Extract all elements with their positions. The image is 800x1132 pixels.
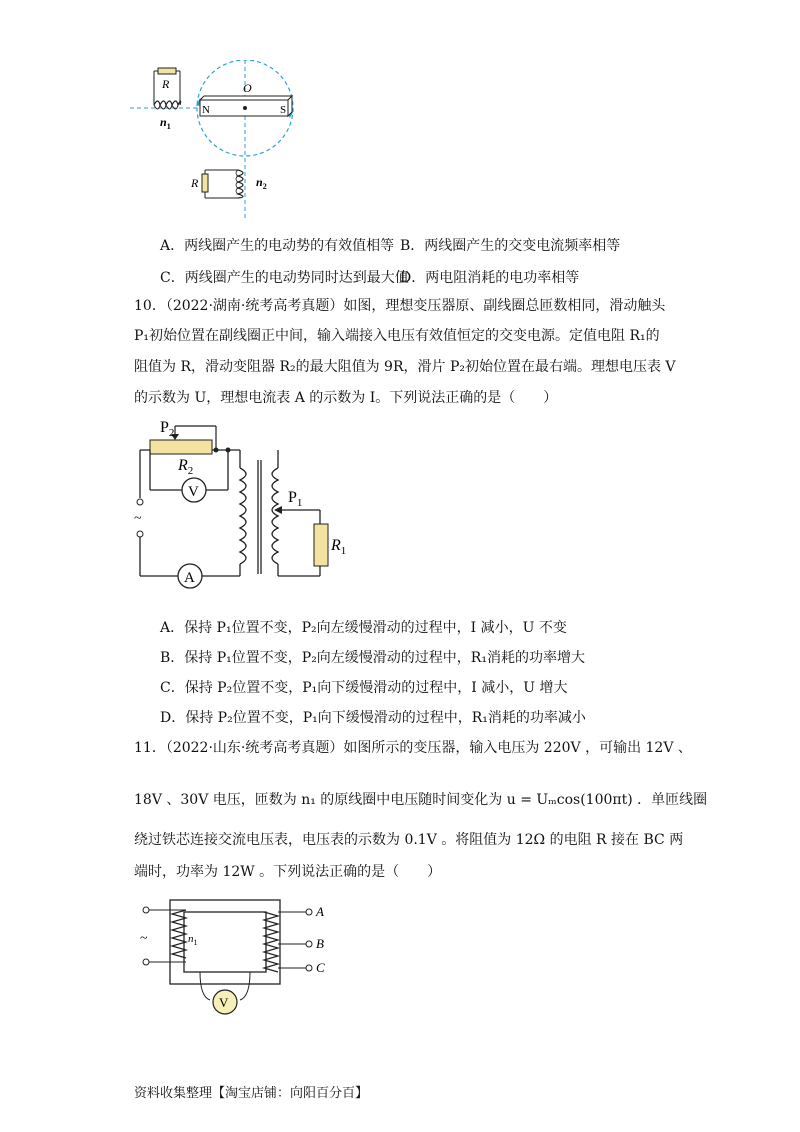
q10-stem-line1: 10．（2022·湖南·统考高考真题）如图，理想变压器原、副线圈总匝数相同，滑动触头 [134, 298, 666, 314]
q10-option-c: C．保持 P₂位置不变，P₁向下缓慢滑动的过程中，I 减小，U 增大 [160, 680, 568, 696]
q10-option-a: A．保持 P₁位置不变，P₂向左缓慢滑动的过程中，I 减小，U 不变 [160, 620, 567, 636]
q9-option-c: C．两线圈产生的电动势同时达到最大值 [160, 270, 409, 286]
label-N: N [202, 104, 210, 116]
q10-stem-line4: 的示数为 U，理想电流表 A 的示数为 I。下列说法正确的是（ ） [134, 390, 558, 406]
label-V: V [188, 484, 199, 500]
q9-option-a: A．两线圈产生的电动势的有效值相等 [160, 238, 395, 254]
q11-stem-line3: 绕过铁芯连接交流电压表，电压表的示数为 0.1V 。将阻值为 12Ω 的电阻 R 接在 BC 两 [134, 832, 684, 848]
label-P2: $P_2$ [160, 419, 175, 439]
q11-stem-line2: 18V 、30V 电压，匝数为 n₁ 的原线圈中电压随时间变化为 u = Uₘcos(100πt) ．单匝线圈 [134, 792, 708, 808]
figure-transformer-circuit [128, 418, 348, 590]
label-R1: $R_1$ [331, 537, 347, 557]
label-A-11: A [316, 904, 324, 919]
label-P1: $P_1$ [288, 489, 303, 509]
q11-stem-line4: 端时，功率为 12W 。下列说法正确的是（ ） [134, 864, 442, 880]
label-n1: $n_1$ [160, 115, 171, 131]
label-tilde: ~ [134, 511, 142, 526]
q10-stem-line3: 阻值为 R，滑动变阻器 R₂的最大阻值为 9R，滑片 P₂初始位置在最右端。理想电压表 V [134, 359, 676, 375]
q10-option-b: B．保持 P₁位置不变，P₂向左缓慢滑动的过程中，R₁消耗的功率增大 [160, 650, 585, 666]
label-R-top: R [162, 77, 170, 91]
label-C-11: C [316, 960, 325, 975]
label-R2: $R_2$ [178, 457, 194, 477]
label-n1-11: $n_1$ [188, 933, 198, 947]
label-B-11: B [316, 936, 324, 951]
label-S: S [280, 104, 287, 116]
q11-stem-line1: 11．（2022·山东·统考高考真题）如图所示的变压器，输入电压为 220V ，可输出 12V 、 [134, 740, 692, 756]
figure-magnet-coils [130, 60, 320, 220]
label-n2: $n_2$ [256, 175, 267, 191]
label-V-11: V [219, 995, 229, 1010]
page-footer: 资料收集整理【淘宝店铺：向阳百分百】 [134, 1086, 369, 1101]
label-A: A [184, 570, 195, 586]
label-tilde-11: ~ [140, 931, 148, 946]
q9-option-d: D．两电阻消耗的电功率相等 [400, 270, 580, 286]
q10-stem-line2: P₁初始位置在副线圈正中间，输入端接入电压有效值恒定的交变电源。定值电阻 R₁的 [134, 328, 660, 344]
label-R-bottom: R [191, 176, 199, 190]
label-O: O [243, 81, 252, 95]
figure-tapped-transformer [130, 890, 330, 1030]
q9-option-b: B．两线圈产生的交变电流频率相等 [400, 238, 621, 254]
q10-option-d: D．保持 P₂位置不变，P₁向下缓慢滑动的过程中，R₁消耗的功率减小 [160, 710, 586, 726]
